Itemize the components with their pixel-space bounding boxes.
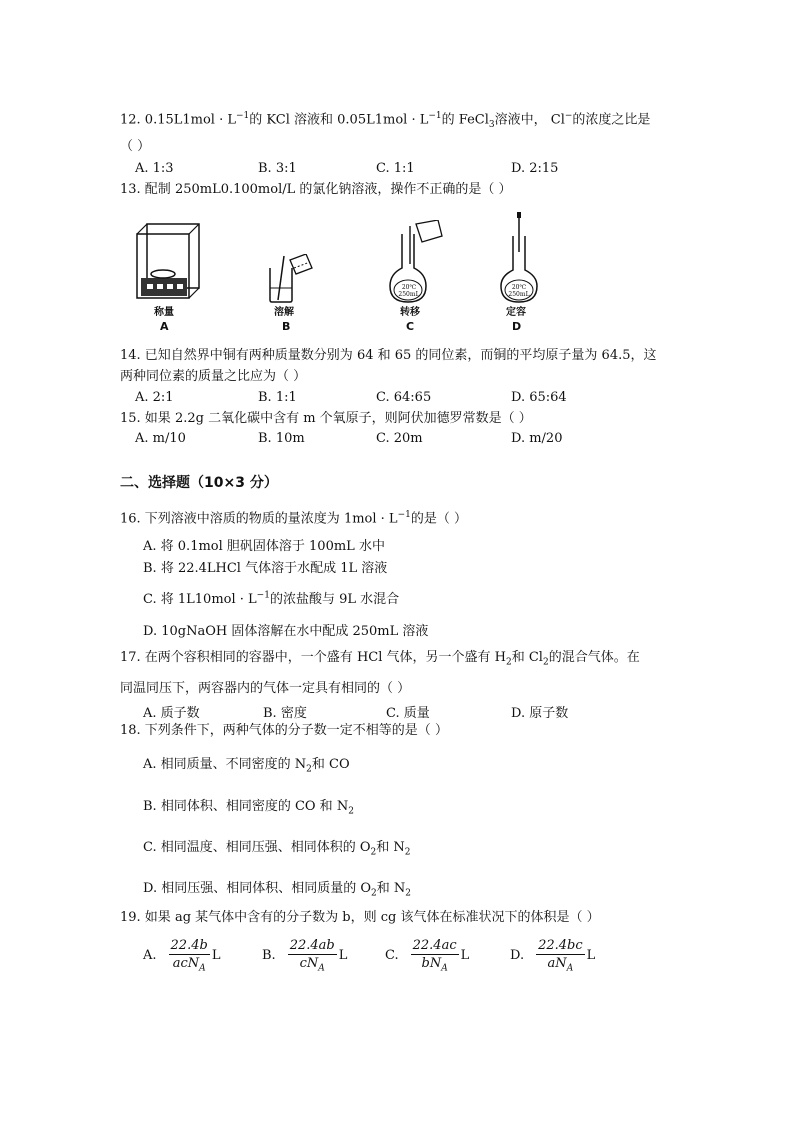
q15-option-b: B. 10m [258,431,305,446]
flask-mark-c: 20℃ 250mL [398,284,420,298]
section-2-title: 二、选择题（10×3 分） [120,475,278,491]
q16-option-c: C. 将 $1L10mol \cdot L^{-1}$的浓盐酸与 9L 水混合 [143,590,400,607]
figure-a-letter: A [160,320,169,333]
q19-option-b: B. $\frac{22.4ab}{cN_A}$ L [262,938,348,974]
q12-line2: （ ） [120,139,151,154]
q14-line1: 14. 已知自然界中铜有两种质量数分别为 64 和 65 的同位素，而铜的平均原子量为 64.5，这 [120,348,657,363]
q18-option-a: A. 相同质量、不同密度的 $N_2$和 CO [143,757,350,775]
transfer-figure [388,220,444,304]
q18-option-b: B. 相同体积、相同密度的 CO 和 $N_2$ [143,799,354,817]
q17-option-d: D. 原子数 [511,706,569,721]
figure-d-label: 定容 [506,307,526,318]
q17-line2: 同温同压下，两容器内的气体一定具有相同的（ ） [120,681,411,696]
q16-option-a: A. 将 0.1mol 胆矾固体溶于 100mL 水中 [143,539,385,554]
q13-text: 13. 配制 250mL0.100mol/L 的氯化钠溶液，操作不正确的是（ ） [120,182,512,197]
q17-option-c: C. 质量 [386,706,430,721]
q12-line1: 12. $0.15L1mol \cdot L^{-1}$的 KCl 溶液和 $0.05L1mol \cdot L^{-1}$的 FeCl$_3$溶液中， Cl−的浓度之比是 [120,111,651,130]
q12-option-b: B. 3:1 [258,161,297,176]
figure-c-letter: C [406,320,415,333]
q19-option-d: D. $\frac{22.4bc}{aN_A}$ L [510,938,596,974]
q17-option-b: B. 密度 [263,706,307,721]
q15-text: 15. 如果 2.2g 二氧化碳中含有 m 个氧原子，则阿伏加德罗常数是（ ） [120,411,532,426]
q14-option-b: B. 1:1 [258,390,297,405]
q18-option-d: D. 相同压强、相同体积、相同质量的 $O_2$和 $N_2$ [143,881,411,899]
balance-figure [133,222,203,304]
fill-to-mark-figure [499,212,539,304]
q14-option-c: C. 64:65 [376,390,432,405]
figure-b-label: 溶解 [274,307,294,318]
q19-option-c: C. $\frac{22.4ac}{bN_A}$ L [385,938,470,974]
q15-option-c: C. 20m [376,431,423,446]
q14-line2: 两种同位素的质量之比应为（ ） [120,369,307,384]
figure-d-letter: D [512,320,522,333]
q19-option-a: A. $\frac{22.4b}{acN_A}$ L [143,938,221,974]
q17-option-a: A. 质子数 [143,706,200,721]
q18-text: 18. 下列条件下，两种气体的分子数一定不相等的是（ ） [120,723,448,738]
q15-option-d: D. m/20 [511,431,563,446]
q19-option-d-fraction: $\frac{22.4bc}{aN_A}$ [538,938,583,974]
q17-line1: 17. 在两个容积相同的容器中，一个盛有 HCl 气体，另一个盛有 $H_2$和 $Cl_2$的混合气体。在 [120,650,640,668]
q14-option-a: A. 2:1 [135,390,174,405]
beaker-figure [266,254,316,304]
q19-option-a-fraction: $\frac{22.4b}{acN_A}$ [170,938,208,974]
q12-option-d: D. 2:15 [511,161,559,176]
q16-option-b: B. 将 22.4LHCl 气体溶于水配成 1L 溶液 [143,561,388,576]
q12-option-c: C. 1:1 [376,161,415,176]
q18-option-c: C. 相同温度、相同压强、相同体积的 $O_2$和 $N_2$ [143,840,411,858]
q15-option-a: A. m/10 [135,431,186,446]
q19-text: 19. 如果 ag 某气体中含有的分子数为 b，则 cg 该气体在标准状况下的体积是（ ） [120,910,600,925]
q19-option-c-fraction: $\frac{22.4ac}{bN_A}$ [412,938,457,974]
flask-mark-d: 20℃ 250mL [508,284,530,298]
q19-option-b-fraction: $\frac{22.4ab}{cN_A}$ [289,938,335,974]
figure-b-letter: B [282,320,291,333]
figure-c-label: 转移 [400,307,420,318]
q14-option-d: D. 65:64 [511,390,567,405]
beaker-icon [266,254,316,304]
q16-option-d: D. 10gNaOH 固体溶解在水中配成 250mL 溶液 [143,624,429,639]
balance-icon [133,222,203,304]
q16-text: 16. 下列溶液中溶质的物质的量浓度为 $1mol \cdot L^{-1}$的是（ ） [120,510,467,527]
figure-a-label: 称量 [154,307,174,318]
q12-option-a: A. 1:3 [135,161,174,176]
